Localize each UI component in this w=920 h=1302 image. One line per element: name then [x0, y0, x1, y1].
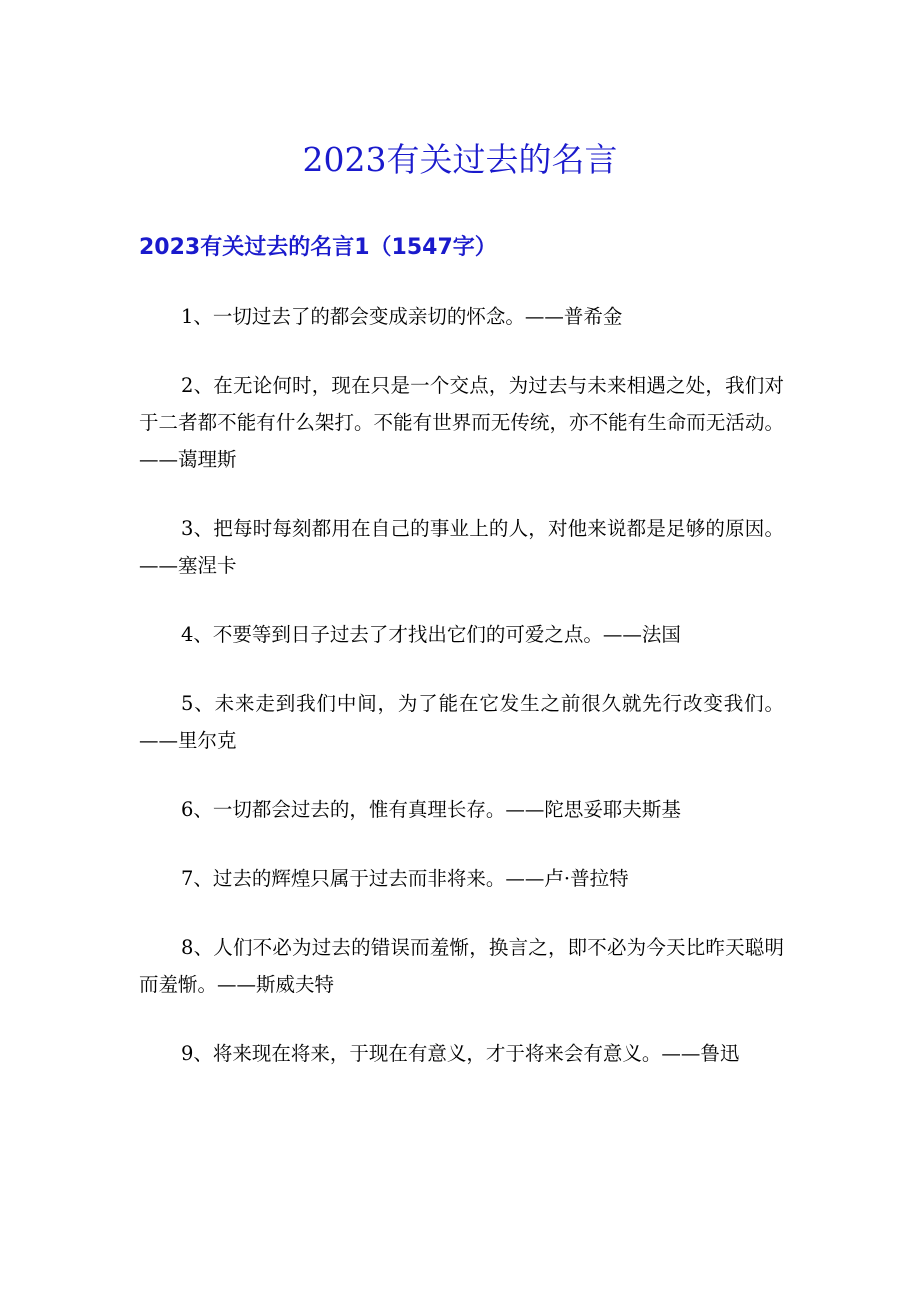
- quote-item-3: 3、把每时每刻都用在自己的事业上的人，对他来说都是足够的原因。——塞涅卡: [139, 517, 784, 577]
- quote-item-8: 8、人们不必为过去的错误而羞惭，换言之，即不必为今天比昨天聪明而羞惭。——斯威夫特: [139, 936, 784, 996]
- quote-item-9: 9、将来现在将来，于现在有意义，才于将来会有意义。——鲁迅: [181, 1042, 740, 1065]
- quote-item-2: 2、在无论何时，现在只是一个交点，为过去与未来相遇之处，我们对于二者都不能有什么架打。不能有世界而无传统，亦不能有生命而无活动。——蔼理斯: [139, 374, 784, 471]
- quote-item-6: 6、一切都会过去的，惟有真理长存。——陀思妥耶夫斯基: [181, 798, 681, 821]
- quote-item-7: 7、过去的辉煌只属于过去而非将来。——卢·普拉特: [181, 867, 629, 890]
- document-title: 2023有关过去的名言: [302, 140, 618, 179]
- quote-item-4: 4、不要等到日子过去了才找出它们的可爱之点。——法国: [181, 623, 681, 646]
- quote-item-1: 1、一切过去了的都会变成亲切的怀念。——普希金: [181, 305, 623, 328]
- quote-list: [139, 298, 784, 1104]
- quote-item-5: 5、未来走到我们中间，为了能在它发生之前很久就先行改变我们。——里尔克: [139, 692, 784, 752]
- section-heading: 2023有关过去的名言1（1547字）: [139, 235, 497, 260]
